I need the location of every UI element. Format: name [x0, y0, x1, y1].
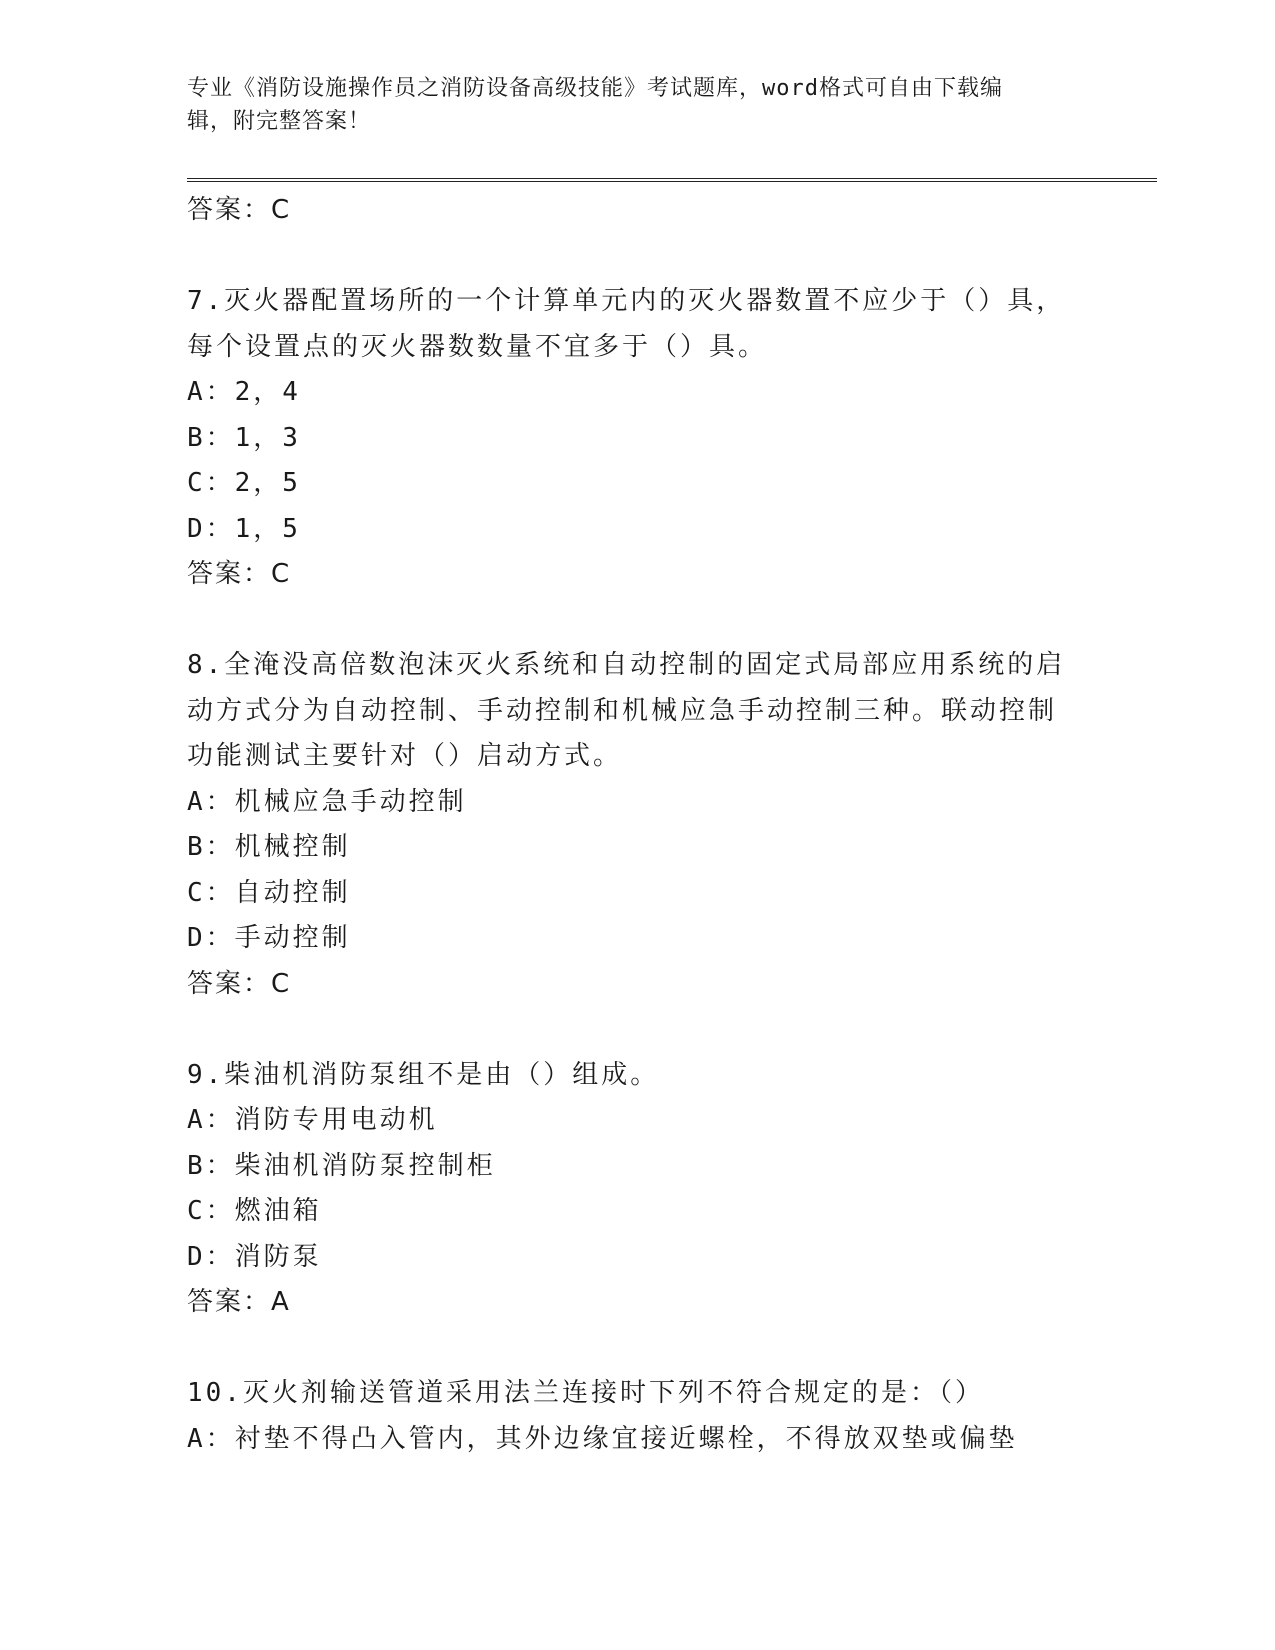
spacer	[187, 598, 1087, 644]
option-d: D：消防泵	[187, 1241, 322, 1272]
header-line-2: 辑，附完整答案！	[187, 109, 372, 134]
spacer	[187, 1326, 1087, 1372]
option-d: D：1，5	[187, 513, 301, 544]
option-a: A：衬垫不得凸入管内，其外边缘宜接近螺栓，不得放双垫或偏垫	[187, 1423, 1018, 1454]
answer-line: 答案：A	[187, 1287, 291, 1317]
answer-line: 答案：C	[187, 968, 292, 999]
spacer	[187, 1007, 1087, 1053]
question-block	[187, 279, 1087, 598]
question-stem-line: 8.全淹没高倍数泡沫灭火系统和自动控制的固定式局部应用系统的启	[187, 650, 1066, 680]
header-line-1: 专业《消防设施操作员之消防设备高级技能》考试题库，word格式可自由下载编	[187, 76, 1003, 101]
option-b: B：柴油机消防泵控制柜	[187, 1150, 496, 1181]
question-stem-line: 动方式分为自动控制、手动控制和机械应急手动控制三种。联动控制	[187, 695, 1058, 726]
question-block	[187, 643, 1087, 1007]
option-c: C：2，5	[187, 468, 301, 498]
question-stem-line: 7.灭火器配置场所的一个计算单元内的灭火器数置不应少于（）具，	[187, 286, 1066, 316]
page-header	[187, 72, 1067, 138]
question-stem-line: 功能测试主要针对（）启动方式。	[187, 741, 623, 771]
spacer	[187, 234, 1087, 280]
answer-line: 答案：C	[187, 559, 292, 589]
question-stem-line: 9.柴油机消防泵组不是由（）组成。	[187, 1059, 660, 1090]
question-stem-line: 每个设置点的灭火器数数量不宜多于（）具。	[187, 331, 768, 362]
option-a: A：消防专用电动机	[187, 1105, 438, 1135]
option-a: A：机械应急手动控制	[187, 786, 467, 817]
question-block	[187, 1371, 1087, 1462]
option-d: D：手动控制	[187, 923, 351, 953]
question-block	[187, 1053, 1087, 1326]
answer-line: 答案：C	[187, 195, 292, 225]
question-list	[187, 188, 1087, 1462]
option-b: B：机械控制	[187, 832, 351, 862]
header-divider	[187, 178, 1157, 182]
option-c: C：燃油箱	[187, 1196, 322, 1226]
option-a: A：2，4	[187, 377, 301, 407]
question-stem-line: 10.灭火剂输送管道采用法兰连接时下列不符合规定的是：（）	[187, 1378, 984, 1408]
option-b: B：1，3	[187, 422, 301, 453]
option-c: C：自动控制	[187, 877, 351, 908]
